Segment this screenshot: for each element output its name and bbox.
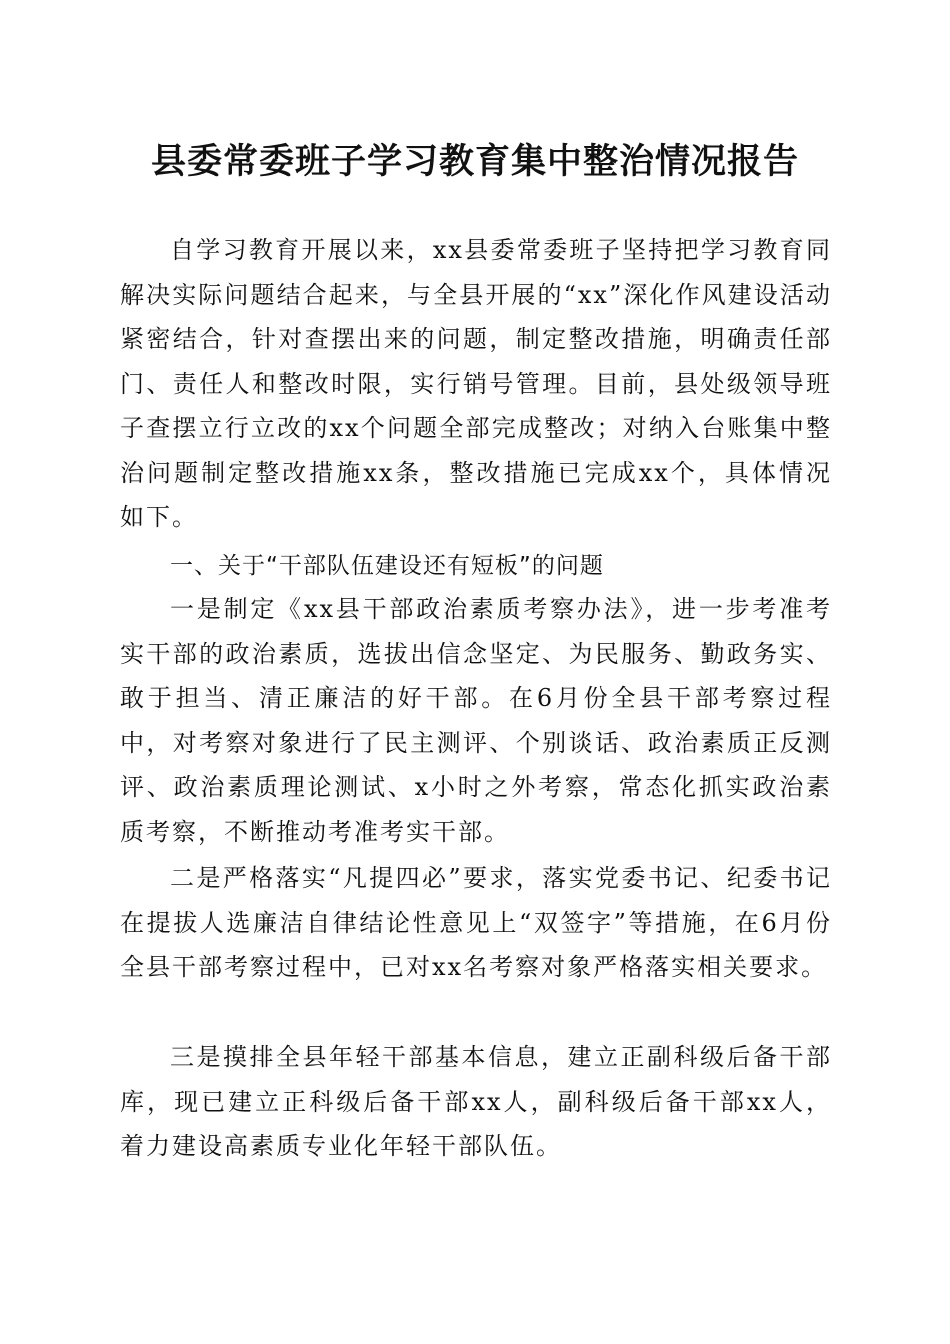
section-heading: 一、关于“干部队伍建设还有短板”的问题	[170, 553, 604, 579]
intro-paragraph: 自学习教育开展以来，xx县委常委班子坚持把学习教育同解决实际问题结合起来，与全县开展的“xx”深化作风建设活动紧密结合，针对查摆出来的问题，制定整改措施，明确责任部门、责任人和整改时限，实行销号管理。目前，县处级领导班子查摆立行立改的xx个问题全部完成整改；对纳入台账集中整治问题制定整改措施xx条，整改措施已完成xx个，具体情况如下。	[120, 236, 832, 531]
paragraph-2: 二是严格落实“凡提四必”要求，落实党委书记、纪委书记在提拔人选廉洁自律结论性意见上“双签字”等措施，在6月份全县干部考察过程中，已对xx名考察对象严格落实相关要求。	[120, 864, 832, 981]
paragraph-1: 一是制定《xx县干部政治素质考察办法》，进一步考准考实干部的政治素质，选拔出信念坚定、为民服务、勤政务实、敢于担当、清正廉洁的好干部。在6月份全县干部考察过程中，对考察对象进行了民主测评、个别谈话、政治素质正反测评、政治素质理论测试、x小时之外考察，常态化抓实政治素质考察，不断推动考准考实干部。	[120, 595, 832, 846]
document-title: 县委常委班子学习教育集中整治情况报告	[150, 141, 799, 182]
paragraph-3: 三是摸排全县年轻干部基本信息，建立正副科级后备干部库，现已建立正科级后备干部xx人，副科级后备干部xx人，着力建设高素质专业化年轻干部队伍。	[120, 1043, 832, 1160]
